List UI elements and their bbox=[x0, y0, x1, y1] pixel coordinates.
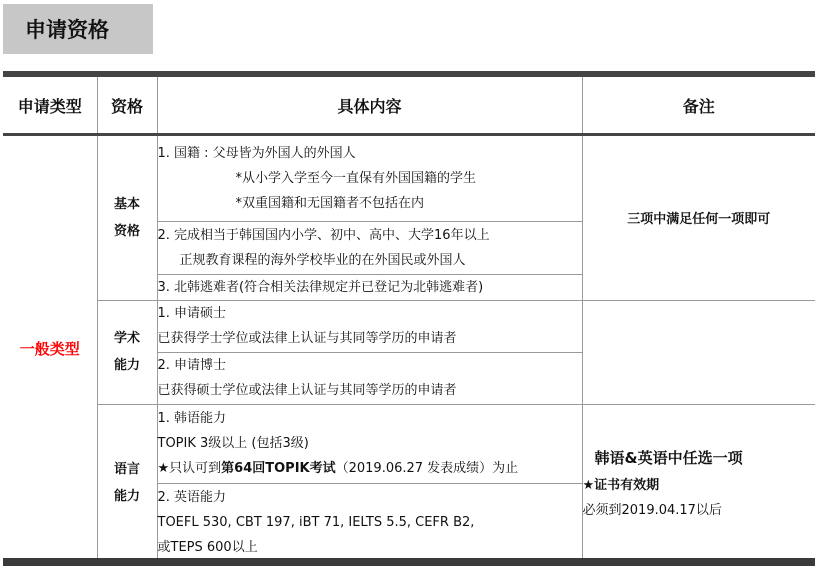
qual-academic: 学术 能力 bbox=[97, 300, 157, 404]
basic-note: 三项中满足任何一项即可 bbox=[582, 136, 815, 300]
language-note bbox=[582, 404, 815, 561]
table-row bbox=[3, 300, 815, 352]
application-type-cell bbox=[3, 136, 97, 561]
qual-language: 语言 能力 bbox=[97, 404, 157, 561]
qual-basic: 基本 资格 bbox=[97, 136, 157, 300]
basic-item-nationality: 1. 国籍 : 父母皆为外国人的外国人 *从小学入学至今一直保有外国国籍的学生 *双重国籍和无国籍者不包括在内 bbox=[157, 136, 582, 221]
header-qualification: 资格 bbox=[97, 77, 157, 133]
table-row bbox=[3, 136, 815, 221]
header-application-type: 申请类型 bbox=[17, 96, 82, 116]
section-title: 申请资格 bbox=[3, 4, 153, 54]
language-note-validity: ★证书有效期 bbox=[582, 477, 660, 493]
basic-item-overseas-education: 2. 完成相当于韩国国内小学、初中、高中、大学16年以上 正规教育课程的海外学校毕业的在外国民或外国人 bbox=[157, 221, 582, 274]
table-bottom-rule bbox=[3, 558, 815, 566]
academic-note bbox=[582, 300, 815, 404]
academic-item-doctor: 2. 申请博士 已获得硕士学位或法律上认证与其同等学历的申请者 bbox=[157, 352, 582, 404]
academic-item-master: 1. 申请硕士 已获得学士学位或法律上认证与其同等学历的申请者 bbox=[157, 300, 582, 352]
header-remarks: 备注 bbox=[582, 77, 815, 133]
basic-item-defector: 3. 北韩逃难者(符合相关法律规定并已登记为北韩逃难者) bbox=[157, 274, 582, 300]
header-details: 具体内容 bbox=[157, 77, 582, 133]
language-item-english: 2. 英语能力 TOEFL 530, CBT 197, iBT 71, IELTS 5.5, CEFR B2, 或TEPS 600以上 bbox=[157, 483, 582, 561]
table-row bbox=[3, 404, 815, 483]
language-note-title: 韩语&英语中任选一项 bbox=[594, 448, 743, 467]
general-type-label: 一般类型 bbox=[19, 339, 80, 358]
table-header bbox=[3, 77, 815, 133]
requirements-table bbox=[3, 136, 815, 562]
language-note-date: 必须到2019.04.17以后 bbox=[582, 502, 722, 518]
language-item-korean: 1. 韩语能力 TOPIK 3级以上 (包括3级) ★只认可到第64回TOPIK考试（2019.06.27 发表成绩）为止 bbox=[157, 404, 582, 483]
